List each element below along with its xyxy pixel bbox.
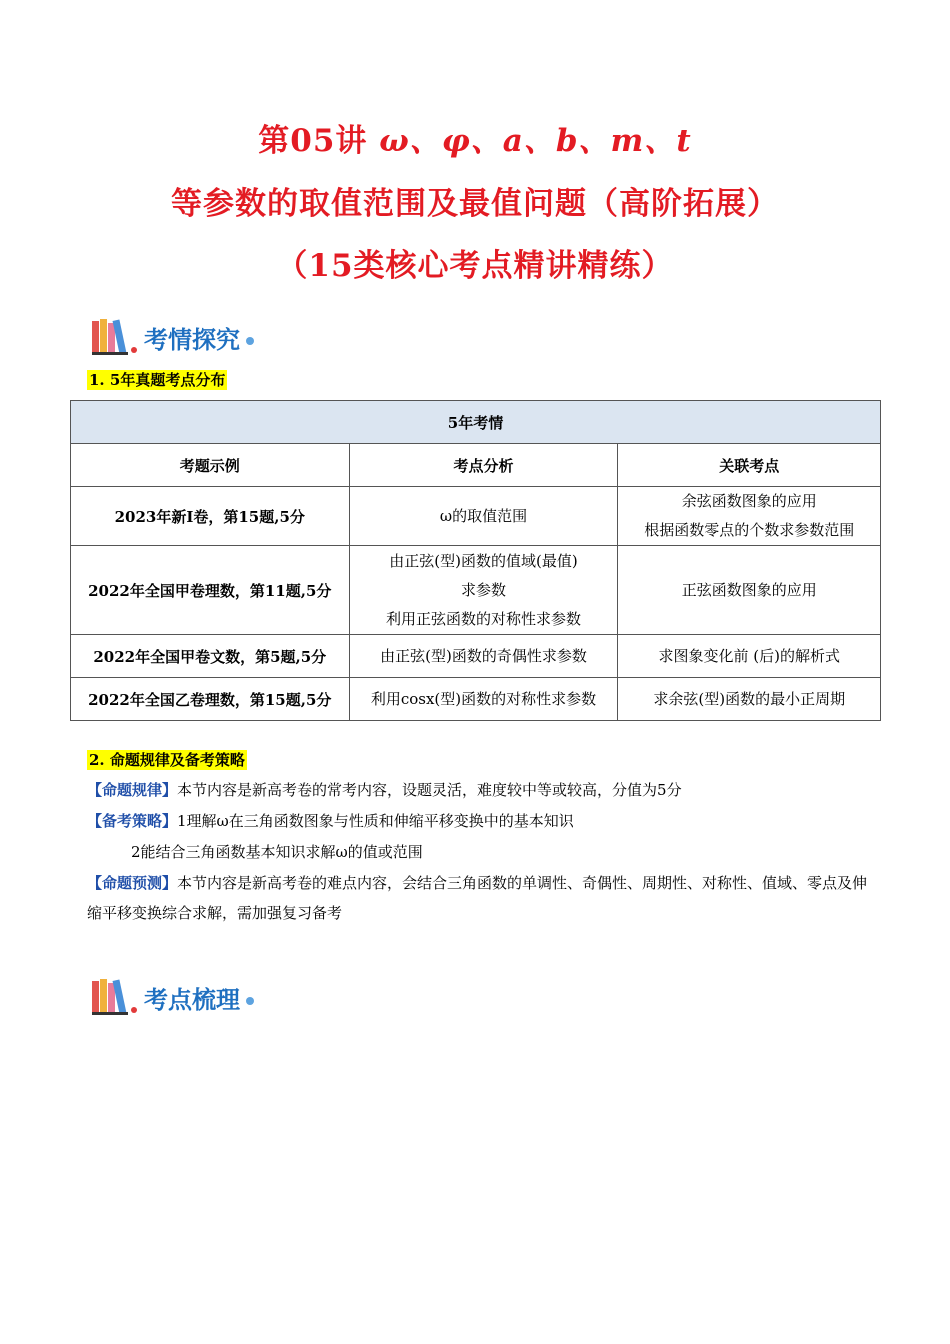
exam-distribution-table <box>70 400 881 721</box>
table-cell-analysis: ω的取值范围 <box>349 487 618 546</box>
table-cell-related: 求图象变化前 (后)的解析式 <box>618 635 881 678</box>
table-header-row <box>71 444 881 487</box>
table-cell-source: 2023年新I卷，第15题,5分 <box>71 487 350 546</box>
books-icon <box>90 317 140 357</box>
subheading-strategy: 2. 命题规律及备考策略 <box>89 751 245 769</box>
section-header-exam-analysis <box>90 315 254 359</box>
tag-rule: 【命题规律】 <box>87 781 178 799</box>
tag-predict: 【命题预测】 <box>87 874 178 892</box>
tag-prep: 【备考策略】 <box>87 812 178 830</box>
dot-icon <box>246 337 254 345</box>
paragraph-prep <box>87 806 877 836</box>
title-line-1 <box>0 115 950 160</box>
parameter-list: ω、φ、a、b、m、t <box>379 123 692 159</box>
table-cell-related: 正弦函数图象的应用 <box>618 546 881 635</box>
table-cell-analysis: 由正弦(型)函数的奇偶性求参数 <box>349 635 618 678</box>
section-label: 考点梳理 <box>144 985 240 1014</box>
prep-text-1: 1理解ω在三角函数图象与性质和伸缩平移变换中的基本知识 <box>177 812 574 830</box>
section-label: 考情探究 <box>144 325 240 354</box>
lecture-number: 第05讲 <box>258 123 368 159</box>
table-cell-analysis: 利用cosx(型)函数的对称性求参数 <box>349 678 618 721</box>
table-row <box>71 487 881 546</box>
table-cell-related: 求余弦(型)函数的最小正周期 <box>618 678 881 721</box>
column-header: 考题示例 <box>71 444 350 487</box>
table-cell-related: 余弦函数图象的应用 根据函数零点的个数求参数范围 <box>618 487 881 546</box>
rule-text: 本节内容是新高考卷的常考内容，设题灵活，难度较中等或较高，分值为5分 <box>177 781 682 799</box>
predict-text: 本节内容是新高考卷的难点内容，会结合三角函数的单调性、奇偶性、周期性、对称性、值域、零点及伸缩平移变换综合求解，需加强复习备考 <box>87 874 868 922</box>
title-line-2: 等参数的取值范围及最值问题（高阶拓展） <box>171 186 779 222</box>
title-line-3: （15类核心考点精讲精练） <box>276 248 674 284</box>
table-cell-source: 2022年全国甲卷文数，第5题,5分 <box>71 635 350 678</box>
column-header: 考点分析 <box>349 444 618 487</box>
dot-icon <box>246 997 254 1005</box>
subheading-exam-distribution: 1. 5年真题考点分布 <box>89 371 226 389</box>
table-cell-source: 2022年全国乙卷理数，第15题,5分 <box>71 678 350 721</box>
table-row <box>71 678 881 721</box>
paragraph-predict <box>87 868 877 928</box>
books-icon <box>90 977 140 1017</box>
section-header-key-points <box>90 975 254 1019</box>
table-cell-source: 2022年全国甲卷理数，第11题,5分 <box>71 546 350 635</box>
table-caption-row <box>71 401 881 444</box>
paragraph-prep-2: 2能结合三角函数基本知识求解ω的值或范围 <box>131 843 423 861</box>
table-caption: 5年考情 <box>71 401 881 444</box>
table-row <box>71 546 881 635</box>
table-cell-analysis: 由正弦(型)函数的值域(最值) 求参数 利用正弦函数的对称性求参数 <box>349 546 618 635</box>
paragraph-rule <box>87 775 877 805</box>
column-header: 关联考点 <box>618 444 881 487</box>
table-row <box>71 635 881 678</box>
